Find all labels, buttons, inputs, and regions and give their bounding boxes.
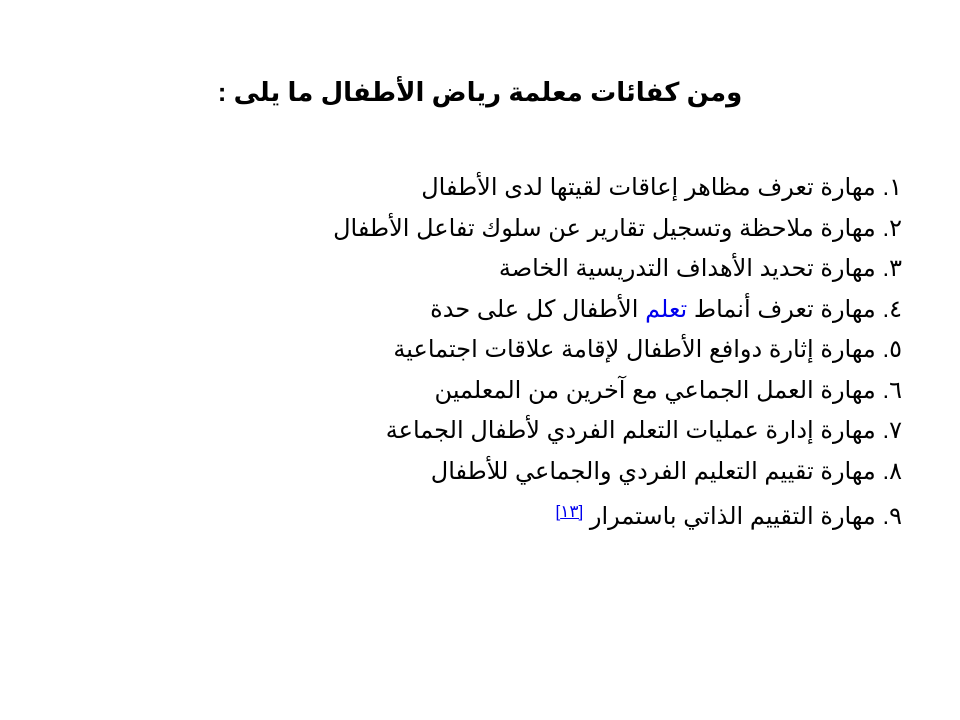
reference-link[interactable]: [١٣] — [555, 502, 584, 521]
item-number: ٩. — [882, 503, 902, 530]
item-number: ٨. — [882, 457, 902, 485]
list-item — [182, 492, 902, 533]
item-text: مهارة تحديد الأهداف التدريسية الخاصة — [498, 255, 876, 282]
slide-title: ومن كفائات معلمة رياض الأطفال ما يلى : — [217, 77, 743, 107]
item-text-before: مهارة تعرف أنماط — [693, 295, 876, 323]
item-text: مهارة ملاحظة وتسجيل تقارير عن سلوك تفاعل الأطفال — [333, 214, 876, 242]
learning-link[interactable]: تعلم — [645, 295, 688, 323]
competency-list — [182, 168, 902, 533]
list-item — [182, 411, 902, 452]
item-text-after: الأطفال كل على حدة — [430, 295, 639, 323]
item-number: ٧. — [882, 417, 902, 444]
list-item — [182, 330, 902, 371]
list-item — [182, 371, 902, 412]
list-item — [182, 452, 902, 493]
item-text: مهارة إدارة عمليات التعلم الفردي لأطفال الجماعة — [385, 417, 876, 444]
item-text: مهارة إثارة دوافع الأطفال لإقامة علاقات اجتماعية — [393, 336, 876, 363]
list-item — [182, 209, 902, 250]
list-item — [182, 290, 902, 331]
item-number: ٣. — [882, 255, 902, 282]
item-text: مهارة تعرف مظاهر إعاقات لقيتها لدى الأطفال — [421, 174, 876, 201]
item-text: مهارة تقييم التعليم الفردي والجماعي للأطفال — [430, 457, 876, 485]
item-text: مهارة العمل الجماعي مع آخرين من المعلمين — [434, 376, 876, 404]
list-item — [182, 249, 902, 290]
item-number: ٢. — [882, 214, 902, 242]
item-number: ٦. — [882, 376, 902, 404]
item-text: مهارة التقييم الذاتي باستمرار — [589, 503, 876, 530]
item-number: ٤. — [882, 295, 902, 323]
item-number: ١. — [882, 174, 902, 201]
item-number: ٥. — [882, 336, 902, 363]
list-item — [182, 168, 902, 209]
